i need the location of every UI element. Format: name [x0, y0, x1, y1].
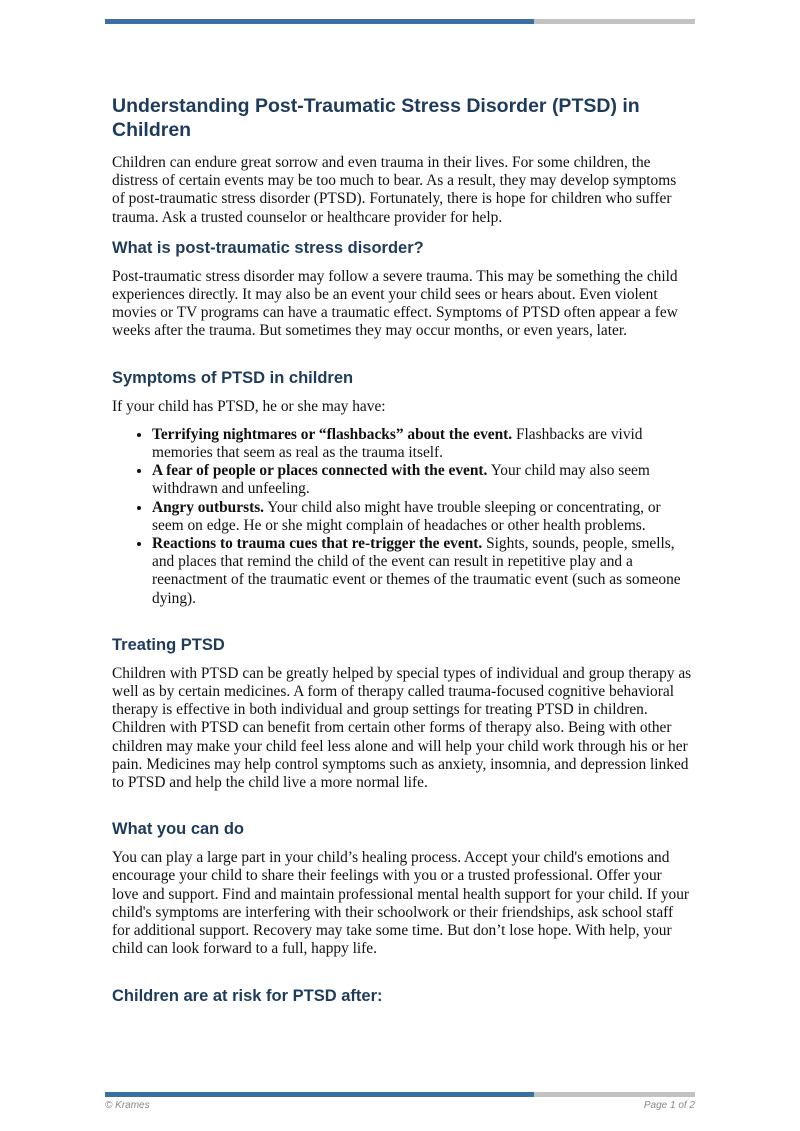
- header-rule: [105, 19, 695, 24]
- section-heading-at-risk: Children are at risk for PTSD after:: [112, 986, 383, 1005]
- list-item: [152, 535, 692, 608]
- document-body: [112, 94, 692, 1016]
- footer-page-number: Page 1 of 2: [643, 1100, 695, 1111]
- list-item-bold: Terrifying nightmares or “flashbacks” about the event.: [152, 425, 513, 443]
- section-body-treating: Children with PTSD can be greatly helped by special types of individual and group therapy as well as by certain medicines. A form of therapy called trauma-focused cognitive behavioral therapy is effective in both individual and group settings for treating PTSD in children. Children with PTSD can benefit from certain other forms of therapy also. Being with other children may make your child feel less alone and will help your child work through his or her pain. Medicines may help control symptoms such as anxiety, insomnia, and depression linked to PTSD and help the child live a more normal life.: [112, 664, 692, 792]
- symptoms-lead: If your child has PTSD, he or she may have:: [112, 397, 386, 415]
- header-rule-rest: [534, 19, 695, 24]
- section-heading-what-you-can-do: What you can do: [112, 820, 244, 839]
- page-footer: [105, 1100, 695, 1111]
- intro-paragraph: Children can endure great sorrow and even trauma in their lives. For some children, the distress of certain events may be too much to bear. As a result, they may develop symptoms of post-traumatic stress disorder (PTSD). Fortunately, there is hope for children who suffer trauma. Ask a trusted counselor or healthcare provider for help.: [112, 154, 677, 226]
- footer-rule: [105, 1092, 695, 1097]
- list-item: [152, 462, 692, 498]
- section-body-what-is: Post-traumatic stress disorder may follow a severe trauma. This may be something the child experiences directly. It may also be an event your child sees or hears about. Even violent movies or TV programs can have a traumatic effect. Symptoms of PTSD often appear a few weeks after the trauma. But sometimes they may occur months, or even years, later.: [112, 267, 678, 340]
- symptoms-list: [112, 426, 692, 608]
- page-title: Understanding Post-Traumatic Stress Disorder (PTSD) in Children: [112, 95, 640, 141]
- list-item-bold: Angry outbursts.: [152, 498, 265, 516]
- header-rule-accent: [105, 19, 534, 24]
- list-item-bold: Reactions to trauma cues that re-trigger the event.: [152, 535, 483, 553]
- footer-rule-rest: [534, 1092, 695, 1097]
- list-item-text: Your child also might have trouble sleeping or concentrating, or seem on edge. He or she might complain of headaches or other health problems.: [152, 498, 661, 534]
- list-item: [152, 499, 692, 535]
- section-heading-treating: Treating PTSD: [112, 635, 225, 654]
- list-item-text: Sights, sounds, people, smells, and places that remind the child of the event can result in repetitive play and a reenactment of the traumatic event or themes of the traumatic event (such as someone dying).: [152, 535, 681, 607]
- list-item-text: Your child may also seem withdrawn and unfeeling.: [152, 462, 650, 498]
- list-item-text: Flashbacks are vivid memories that seem as real as the trauma itself.: [152, 425, 643, 462]
- section-heading-what-is: What is post-traumatic stress disorder?: [112, 238, 424, 257]
- list-item: [152, 426, 692, 462]
- footer-rule-accent: [105, 1092, 534, 1097]
- section-heading-symptoms: Symptoms of PTSD in children: [112, 368, 354, 387]
- list-item-bold: A fear of people or places connected with the event.: [152, 462, 488, 480]
- footer-copyright: © Krames: [105, 1100, 150, 1111]
- section-body-what-you-can-do: You can play a large part in your child’s healing process. Accept your child's emotions and encourage your child to share their feelings with you or a trusted professional. Offer your love and support. Find and maintain professional mental health support for your child. If your child's symptoms are interfering with their schoolwork or their friendships, ask school staff for additional support. Recovery may take some time. But don’t lose hope. With help, your child can look forward to a full, happy life.: [112, 849, 690, 958]
